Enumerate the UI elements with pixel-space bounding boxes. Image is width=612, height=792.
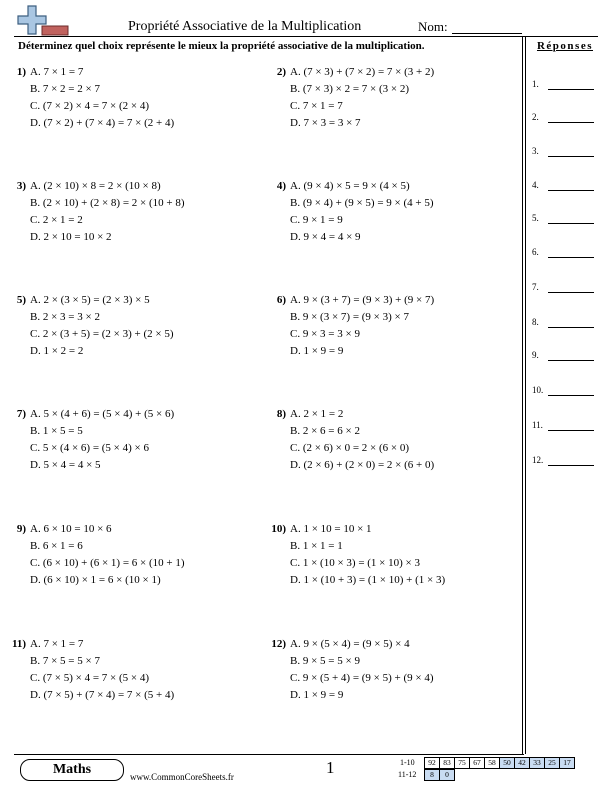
choice-b: B. 2 × 6 = 6 × 2 [290, 425, 360, 437]
choice-d: D. (2 × 6) + (2 × 0) = 2 × (6 + 0) [290, 459, 435, 471]
choice-a: A. 9 × (3 + 7) = (9 × 3) + (9 × 7) [290, 294, 435, 306]
choice-c: C. 9 × (5 + 4) = (9 × 5) + (9 × 4) [290, 672, 434, 684]
answer-row-1 [532, 79, 596, 93]
choice-c: C. 9 × 3 = 3 × 9 [290, 328, 360, 340]
choice-b: B. (7 × 3) × 2 = 7 × (3 × 2) [290, 83, 410, 95]
answer-label: 10. [532, 385, 544, 395]
choice-a: A. 2 × (3 × 5) = (2 × 3) × 5 [30, 294, 150, 306]
choice-c: C. (6 × 10) + (6 × 1) = 6 × (10 + 1) [30, 557, 185, 569]
choice-a: A. 2 × 1 = 2 [290, 408, 344, 420]
problem-number: 3) [16, 180, 26, 192]
choice-c: C. 2 × (3 + 5) = (2 × 3) + (2 × 5) [30, 328, 174, 340]
choice-d: D. 1 × 2 = 2 [30, 345, 84, 357]
answer-blank[interactable] [548, 292, 594, 293]
score-cell: 67 [470, 758, 485, 769]
instructions: Déterminez quel choix représente le mieux la propriété associative de la multiplication. [18, 40, 425, 52]
choice-b: B. (9 × 4) + (9 × 5) = 9 × (4 + 5) [290, 197, 434, 209]
header-rule [14, 36, 598, 37]
choice-c: C. 2 × 1 = 2 [30, 214, 83, 226]
problem-number: 7) [16, 408, 26, 420]
answer-column-divider-inner [525, 36, 526, 754]
answer-label: 1. [532, 79, 539, 89]
answer-row-2 [532, 112, 596, 126]
problem-number: 9) [16, 523, 26, 535]
answer-column-divider [522, 36, 523, 754]
choice-b: B. 7 × 5 = 5 × 7 [30, 655, 100, 667]
problem-number: 1) [16, 66, 26, 78]
choice-b: B. 9 × (3 × 7) = (9 × 3) × 7 [290, 311, 410, 323]
problem-number: 11) [11, 638, 26, 650]
choice-c: C. 9 × 1 = 9 [290, 214, 343, 226]
choice-b: B. 1 × 5 = 5 [30, 425, 83, 437]
score-cell: 33 [530, 758, 545, 769]
answer-blank[interactable] [548, 430, 594, 431]
answers-title: Réponses [536, 40, 593, 52]
answer-label: 8. [532, 317, 539, 327]
score-row-label: 11-12 [398, 770, 417, 779]
answer-blank[interactable] [548, 190, 594, 191]
score-cell: 92 [425, 758, 440, 769]
score-table-row-2 [424, 769, 455, 781]
choice-c: C. (7 × 2) × 4 = 7 × (2 × 4) [30, 100, 150, 112]
answer-row-4 [532, 180, 596, 194]
answer-blank[interactable] [548, 122, 594, 123]
choice-a: A. 9 × (5 × 4) = (9 × 5) × 4 [290, 638, 410, 650]
choice-b: B. (2 × 10) + (2 × 8) = 2 × (10 + 8) [30, 197, 185, 209]
choice-c: C. (7 × 5) × 4 = 7 × (5 × 4) [30, 672, 150, 684]
answer-blank[interactable] [548, 223, 594, 224]
choice-a: A. 7 × 1 = 7 [30, 638, 84, 650]
score-cell: 50 [500, 758, 515, 769]
choice-d: D. (6 × 10) × 1 = 6 × (10 × 1) [30, 574, 161, 586]
answer-label: 7. [532, 282, 539, 292]
choice-d: D. 1 × 9 = 9 [290, 689, 344, 701]
score-cell: 75 [455, 758, 470, 769]
problem-number: 10) [271, 523, 286, 535]
problem-number: 6) [276, 294, 286, 306]
answer-label: 11. [532, 420, 543, 430]
choice-d: D. 2 × 10 = 10 × 2 [30, 231, 112, 243]
choice-b: B. 9 × 5 = 5 × 9 [290, 655, 360, 667]
choice-a: A. (9 × 4) × 5 = 9 × (4 × 5) [290, 180, 410, 192]
answer-label: 3. [532, 146, 539, 156]
answer-blank[interactable] [548, 327, 594, 328]
choice-d: D. (7 × 5) + (7 × 4) = 7 × (5 + 4) [30, 689, 175, 701]
problem-number: 2) [276, 66, 286, 78]
choice-b: B. 6 × 1 = 6 [30, 540, 83, 552]
choice-d: D. 5 × 4 = 4 × 5 [30, 459, 101, 471]
score-row-label: 1-10 [400, 758, 415, 767]
site-url: www.CommonCoreSheets.fr [130, 772, 234, 782]
score-cell: 17 [560, 758, 575, 769]
answer-label: 4. [532, 180, 539, 190]
choice-d: D. 7 × 3 = 3 × 7 [290, 117, 361, 129]
answer-row-8 [532, 317, 596, 331]
answer-label: 6. [532, 247, 539, 257]
choice-c: C. (2 × 6) × 0 = 2 × (6 × 0) [290, 442, 410, 454]
choice-b: B. 1 × 1 = 1 [290, 540, 343, 552]
score-cell: 0 [440, 770, 455, 781]
choice-d: D. 1 × 9 = 9 [290, 345, 344, 357]
answer-row-11 [532, 420, 596, 434]
answer-row-6 [532, 247, 596, 261]
subject-badge: Maths [20, 759, 124, 781]
problem-number: 4) [276, 180, 286, 192]
plus-logo-icon [14, 4, 70, 38]
choice-c: C. 7 × 1 = 7 [290, 100, 343, 112]
choice-d: D. 9 × 4 = 4 × 9 [290, 231, 361, 243]
answer-row-12 [532, 455, 596, 469]
answer-blank[interactable] [548, 156, 594, 157]
page-title: Propriété Associative de la Multiplication [128, 19, 362, 34]
answer-row-3 [532, 146, 596, 160]
choice-c: C. 5 × (4 × 6) = (5 × 4) × 6 [30, 442, 150, 454]
answer-label: 12. [532, 455, 544, 465]
choice-a: A. (7 × 3) + (7 × 2) = 7 × (3 + 2) [290, 66, 435, 78]
score-cell: 8 [425, 770, 440, 781]
answer-label: 9. [532, 350, 539, 360]
problem-number: 5) [16, 294, 26, 306]
name-field-line[interactable] [452, 33, 522, 34]
score-cell: 42 [515, 758, 530, 769]
answer-row-10 [532, 385, 596, 399]
choice-a: A. 6 × 10 = 10 × 6 [30, 523, 112, 535]
answer-blank[interactable] [548, 465, 594, 466]
problem-number: 8) [276, 408, 286, 420]
choice-d: D. 1 × (10 + 3) = (1 × 10) + (1 × 3) [290, 574, 446, 586]
answer-row-7 [532, 282, 596, 296]
choice-a: A. 7 × 1 = 7 [30, 66, 84, 78]
score-cell: 58 [485, 758, 500, 769]
page-number: 1 [326, 758, 335, 777]
score-cell: 25 [545, 758, 560, 769]
problem-number: 12) [271, 638, 286, 650]
choice-a: A. 5 × (4 + 6) = (5 × 4) + (5 × 6) [30, 408, 175, 420]
choice-b: B. 2 × 3 = 3 × 2 [30, 311, 100, 323]
answer-label: 2. [532, 112, 539, 122]
answer-blank[interactable] [548, 360, 594, 361]
score-cell: 83 [440, 758, 455, 769]
answer-blank[interactable] [548, 395, 594, 396]
answer-blank[interactable] [548, 257, 594, 258]
choice-a: A. 1 × 10 = 10 × 1 [290, 523, 372, 535]
choice-c: C. 1 × (10 × 3) = (1 × 10) × 3 [290, 557, 421, 569]
choice-b: B. 7 × 2 = 2 × 7 [30, 83, 100, 95]
choice-d: D. (7 × 2) + (7 × 4) = 7 × (2 + 4) [30, 117, 175, 129]
name-label: Nom: [418, 19, 448, 34]
choice-a: A. (2 × 10) × 8 = 2 × (10 × 8) [30, 180, 161, 192]
answer-blank[interactable] [548, 89, 594, 90]
answer-row-5 [532, 213, 596, 227]
answer-row-9 [532, 350, 596, 364]
footer-rule [14, 754, 524, 755]
answer-label: 5. [532, 213, 539, 223]
score-table-row-1 [424, 757, 575, 769]
